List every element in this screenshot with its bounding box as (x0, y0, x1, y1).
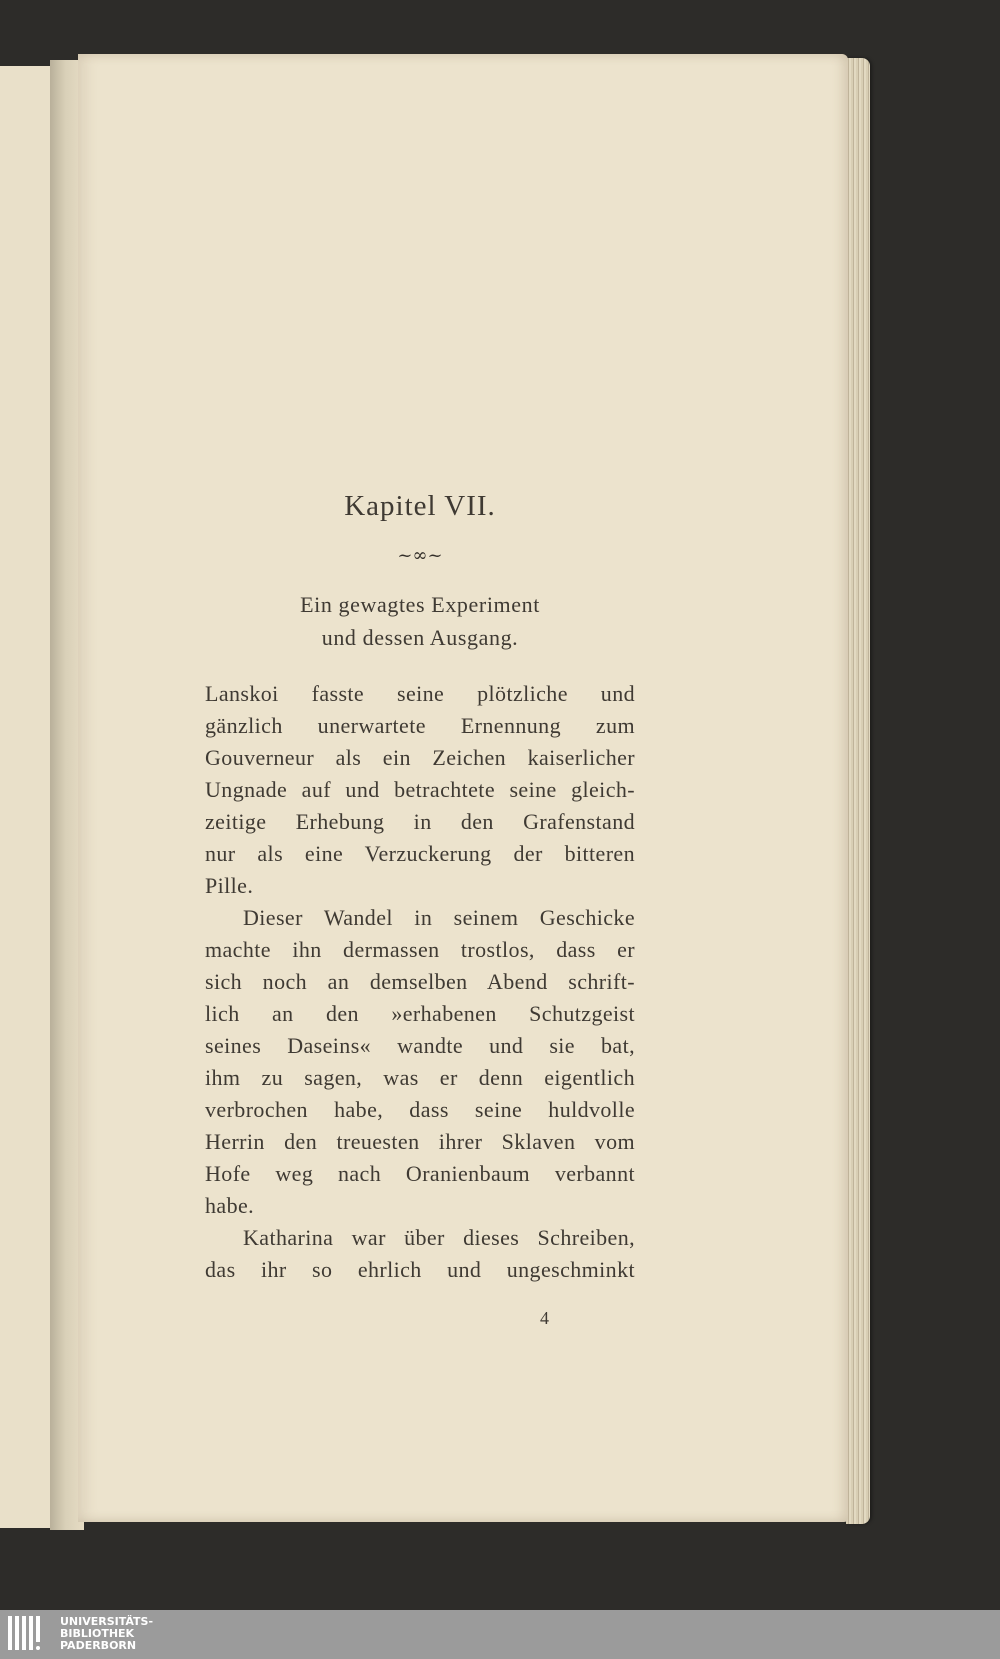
library-logo-icon (8, 1616, 54, 1652)
text-line: Hofe weg nach Oranienbaum verbannt (205, 1161, 635, 1186)
chapter-title: Kapitel VII. (344, 490, 496, 522)
page-stack-edge (846, 58, 870, 1524)
text-line: verbrochen habe, dass seine huldvolle (205, 1097, 635, 1122)
library-logo-text (60, 1616, 153, 1652)
logo-line: UNIVERSITÄTS- (60, 1615, 154, 1628)
page-number: 4 (540, 1308, 549, 1328)
text-line: Dieser Wandel in seinem Geschicke (243, 905, 635, 930)
text-line: seines Daseins« wandte und sie bat, (205, 1033, 635, 1058)
text-line: das ihr so ehrlich und ungeschminkt (205, 1257, 635, 1282)
text-line: sich noch an demselben Abend schrift- (205, 969, 635, 994)
text-line: Gouverneur als ein Zeichen kaiserlicher (205, 745, 635, 770)
text-line: lich an den »erhabenen Schutzgeist (205, 1001, 635, 1026)
text-line: zeitige Erhebung in den Grafenstand (205, 809, 635, 834)
paragraph-1 (205, 678, 635, 902)
text-line: Pille. (205, 873, 254, 898)
ornament-icon: ~∞~ (397, 545, 443, 566)
text-line: habe. (205, 1193, 255, 1218)
text-line: gänzlich unerwartete Ernennung zum (205, 713, 635, 738)
paragraph-2 (205, 902, 635, 1222)
left-page-edge (0, 66, 57, 1528)
text-line: Lanskoi fasste seine plötzliche und (205, 681, 635, 706)
page-text (205, 470, 635, 1286)
library-footer (0, 1610, 1000, 1659)
text-line: Ungnade auf und betrachtete seine gleich- (205, 777, 635, 802)
logo-line: BIBLIOTHEK (60, 1627, 135, 1640)
subtitle-line: und dessen Ausgang. (321, 625, 519, 650)
text-line: machte ihn dermassen trostlos, dass er (205, 937, 635, 962)
logo-line: PADERBORN (60, 1639, 137, 1652)
text-line: Katharina war über dieses Schreiben, (243, 1225, 635, 1250)
text-line: nur als eine Verzuckerung der bitteren (205, 841, 635, 866)
subtitle-line: Ein gewagtes Experiment (300, 592, 540, 617)
text-line: Herrin den treuesten ihrer Sklaven vom (205, 1129, 635, 1154)
chapter-subtitle (205, 588, 635, 654)
text-line: ihm zu sagen, was er denn eigentlich (205, 1065, 635, 1090)
paragraph-3 (205, 1222, 635, 1286)
